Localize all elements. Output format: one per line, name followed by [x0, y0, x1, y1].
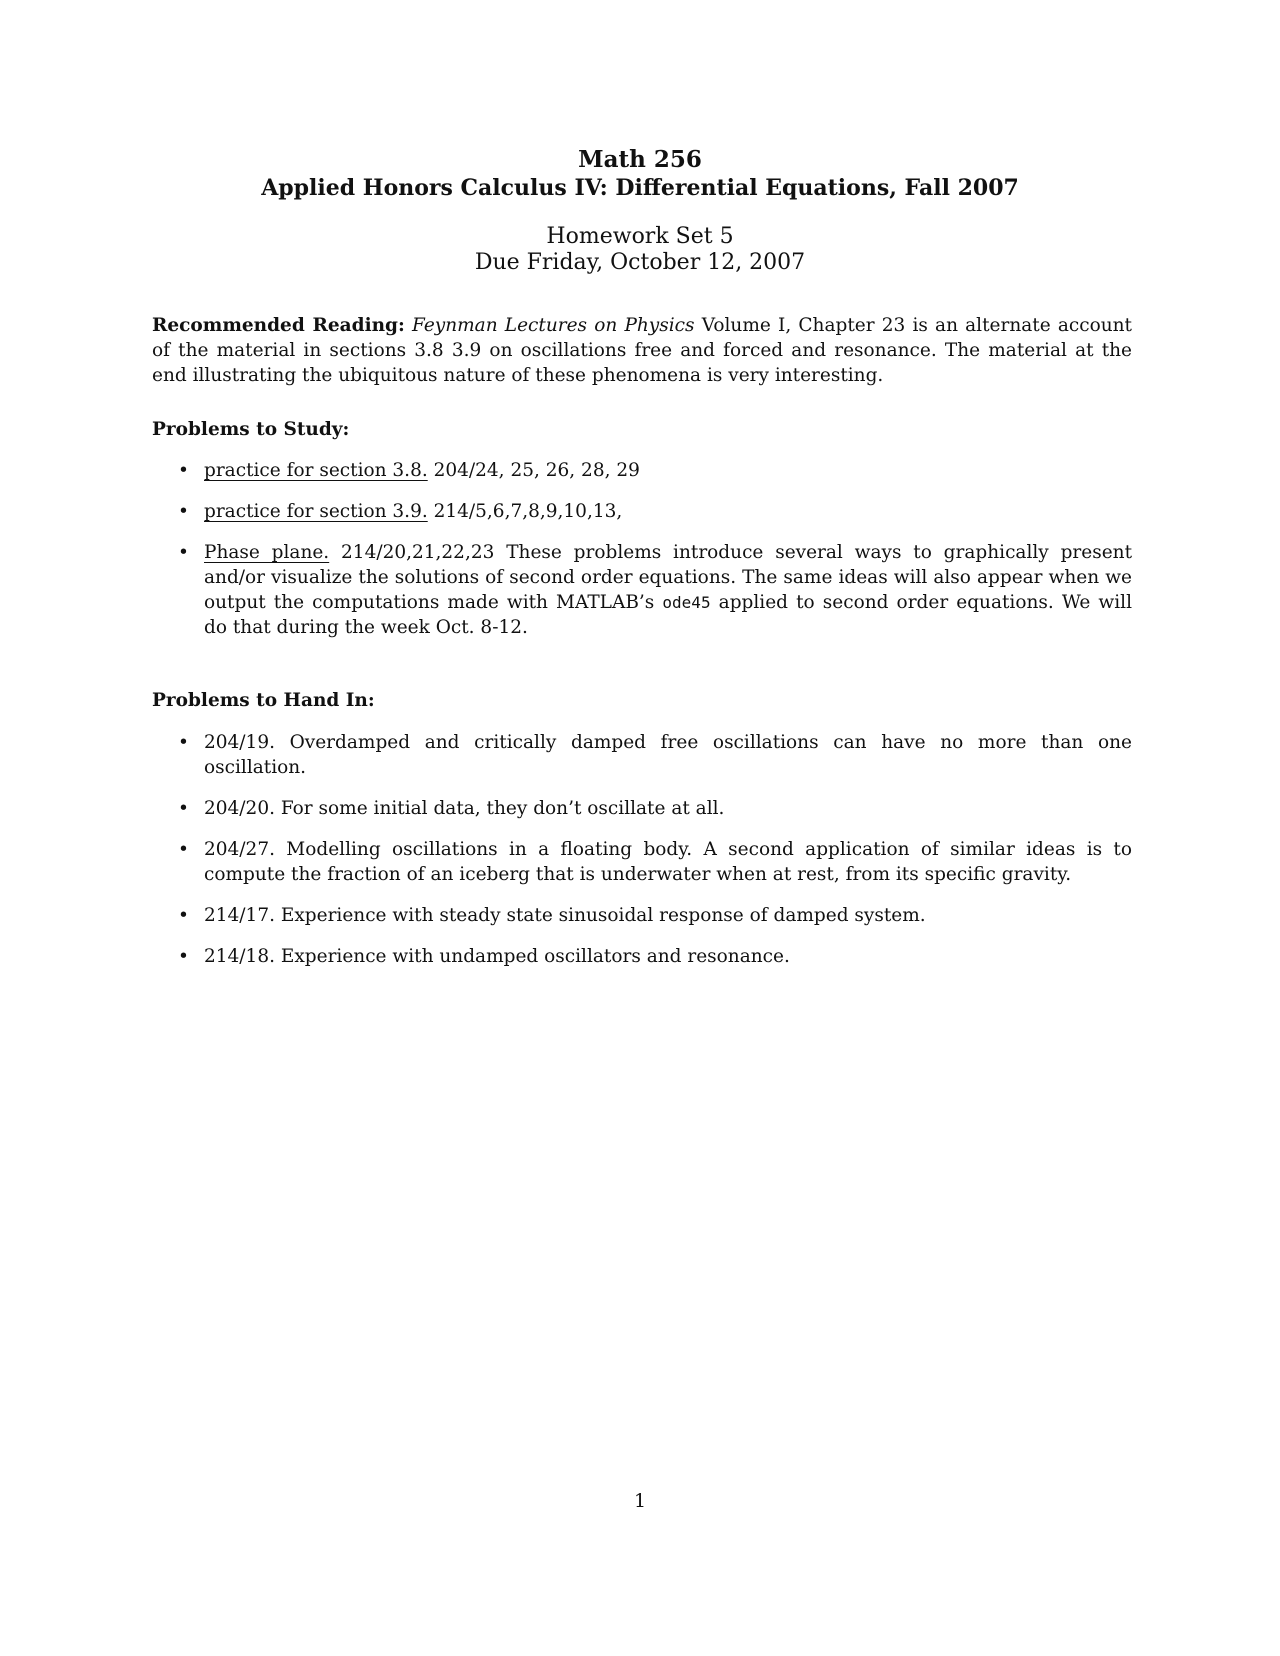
code-ode45: ode45	[662, 593, 711, 612]
study-item-label: Phase plane.	[204, 542, 330, 563]
course-number: Math 256	[578, 146, 702, 173]
study-list	[152, 458, 1132, 656]
hand-in-item-text: 204/20. For some initial data, they don’t oscillate at all.	[204, 798, 725, 819]
hand-in-item-text: 214/17. Experience with steady state sinusoidal response of damped system.	[204, 905, 926, 926]
homework-title: Homework Set 5	[546, 224, 734, 249]
list-item	[152, 796, 1132, 821]
hand-in-item-text: 214/18. Experience with undamped oscillators and resonance.	[204, 946, 790, 967]
list-item	[152, 458, 1132, 483]
reading-text: Volume I, Chapter 23 is an alternate account of the material in sections 3.8 3.9 on oscillations free and forced and resonance. The material at the end illustrating the ubiquitous nature of these phenomena is very interesting.	[152, 315, 1132, 386]
bullet-icon: •	[178, 839, 189, 860]
study-item-label: practice for section 3.9.	[204, 501, 428, 522]
list-item	[152, 730, 1132, 780]
hand-in-list	[152, 730, 1132, 985]
hand-in-item-text: 204/19. Overdamped and critically damped free oscillations can have no more than one oscillation.	[204, 732, 1132, 778]
reading-book-title: Feynman Lectures on Physics	[412, 315, 695, 336]
study-item-text: 214/5,6,7,8,9,10,13,	[427, 501, 623, 522]
list-item	[152, 944, 1132, 969]
study-item-text: applied to second order equations. We will do that during the week Oct. 8-12.	[204, 592, 1132, 638]
problems-to-study-heading: Problems to Study:	[152, 419, 350, 440]
study-item-text: 204/24, 25, 26, 28, 29	[427, 460, 640, 481]
due-date: Due Friday, October 12, 2007	[474, 250, 806, 275]
recommended-reading	[152, 313, 1132, 388]
list-item	[152, 540, 1132, 640]
page-number: 1	[633, 1490, 647, 1512]
bullet-icon: •	[178, 946, 189, 967]
study-item-text: 214/20,21,22,23 These problems introduce several ways to graphically present and/or visualize the solutions of second order equations. The same ideas will also appear when we output the computations made with MATLAB’s	[204, 542, 1133, 613]
reading-label: Recommended Reading:	[152, 315, 405, 336]
bullet-icon: •	[178, 798, 189, 819]
list-item	[152, 903, 1132, 928]
bullet-icon: •	[178, 732, 189, 753]
bullet-icon: •	[178, 905, 189, 926]
problems-to-hand-in-heading: Problems to Hand In:	[152, 690, 375, 711]
course-title: Applied Honors Calculus IV: Differential Equations, Fall 2007	[261, 175, 1019, 201]
hand-in-item-text: 204/27. Modelling oscillations in a floating body. A second application of similar ideas is to compute the fraction of an iceberg that is underwater when at rest, from its specific gravity.	[204, 839, 1132, 885]
list-item	[152, 499, 1132, 524]
bullet-icon: •	[178, 460, 189, 481]
bullet-icon: •	[178, 501, 189, 522]
bullet-icon: •	[178, 542, 189, 563]
list-item	[152, 837, 1132, 887]
study-item-label: practice for section 3.8.	[204, 460, 428, 481]
